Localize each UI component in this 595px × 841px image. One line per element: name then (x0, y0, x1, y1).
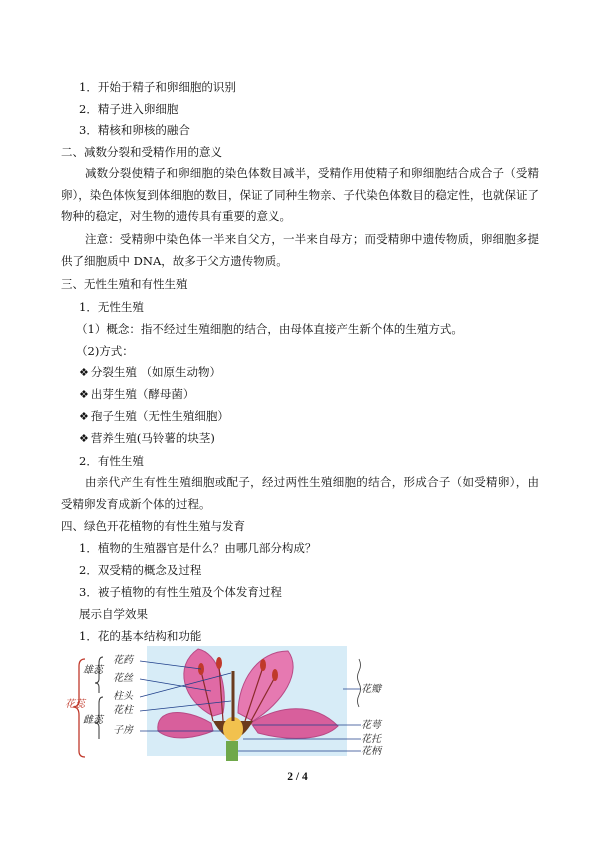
list-item: 1．开始于精子和卵细胞的识别 (79, 80, 236, 94)
petal-label: 花瓣 (361, 684, 381, 695)
page-number: 2 / 4 (287, 771, 308, 783)
list-item: 1．花的基本结构和功能 (79, 629, 202, 643)
stigma-label: 柱头 (113, 691, 133, 702)
diamond-bullet-icon: ❖ (79, 388, 89, 401)
list-item: 2．双受精的概念及过程 (79, 563, 202, 577)
anther-shape (260, 659, 266, 671)
bullet-item: ❖ 孢子生殖（无性生殖细胞） (79, 409, 229, 423)
flower-structure-figure (63, 641, 383, 761)
sepal-label: 花萼 (361, 720, 381, 731)
pedicel-label: 花柄 (361, 746, 381, 757)
pistil-label: 雌蕊 (83, 715, 103, 726)
anther-shape (272, 669, 278, 681)
list-item: 2．精子进入卵细胞 (79, 102, 179, 116)
list-item: 3．精核和卵核的融合 (79, 123, 190, 137)
paragraph: 减数分裂使精子和卵细胞的染色体数目减半，受精作用使精子和卵细胞结合成合子（受精卵），染色体恢复到体细胞的数目，保证了同种生物亲、子代染色体数目的稳定性，也就保证了物种的稳定，对生物的遗传具有重要的意义。 (61, 166, 539, 223)
paragraph: 由亲代产生有性生殖细胞或配子，经过两性生殖细胞的结合，形成合子（如受精卵），由受精卵发育成新个体的过程。 (61, 475, 539, 511)
flower-label: 花蕊 (65, 699, 85, 710)
list-item: 展示自学效果 (79, 607, 148, 621)
filament-label: 花丝 (113, 673, 133, 684)
section-heading: 四、绿色开花植物的有性生殖与发育 (61, 519, 245, 533)
paragraph: 注意：受精卵中染色体一半来自父方，一半来自母方；而受精卵中遗传物质，卵细胞多提供了细胞质中 DNA，故多于父方遗传物质。 (61, 232, 539, 268)
bullet-item: ❖ 营养生殖(马铃薯的块茎) (79, 431, 215, 445)
diamond-bullet-icon: ❖ (79, 410, 89, 423)
bullet-item: ❖ 分裂生殖 （如原生动物） (79, 365, 222, 379)
list-item: （1）概念：指不经过生殖细胞的结合，由母体直接产生新个体的生殖方式。 (76, 322, 463, 336)
stamen-label: 雄蕊 (83, 665, 103, 676)
anther-shape (216, 657, 222, 669)
stem-shape (226, 741, 238, 761)
ovary-label: 子房 (113, 725, 133, 736)
list-item: 2．有性生殖 (79, 454, 144, 468)
list-item: 1．无性生殖 (79, 300, 144, 314)
anther-label: 花药 (113, 655, 133, 666)
section-heading: 二、减数分裂和受精作用的意义 (61, 145, 222, 159)
diamond-bullet-icon: ❖ (79, 366, 89, 379)
receptacle-label: 花托 (361, 734, 381, 745)
list-item: （2)方式： (76, 344, 134, 358)
style-label: 花柱 (113, 705, 133, 716)
section-heading: 三、无性生殖和有性生殖 (61, 277, 188, 291)
list-item: 1．植物的生殖器官是什么？由哪几部分构成？ (79, 541, 317, 555)
list-item: 3．被子植物的有性生殖及个体发育过程 (79, 585, 282, 599)
bullet-item: ❖ 出芽生殖（酵母菌） (79, 387, 195, 401)
diamond-bullet-icon: ❖ (79, 432, 89, 445)
